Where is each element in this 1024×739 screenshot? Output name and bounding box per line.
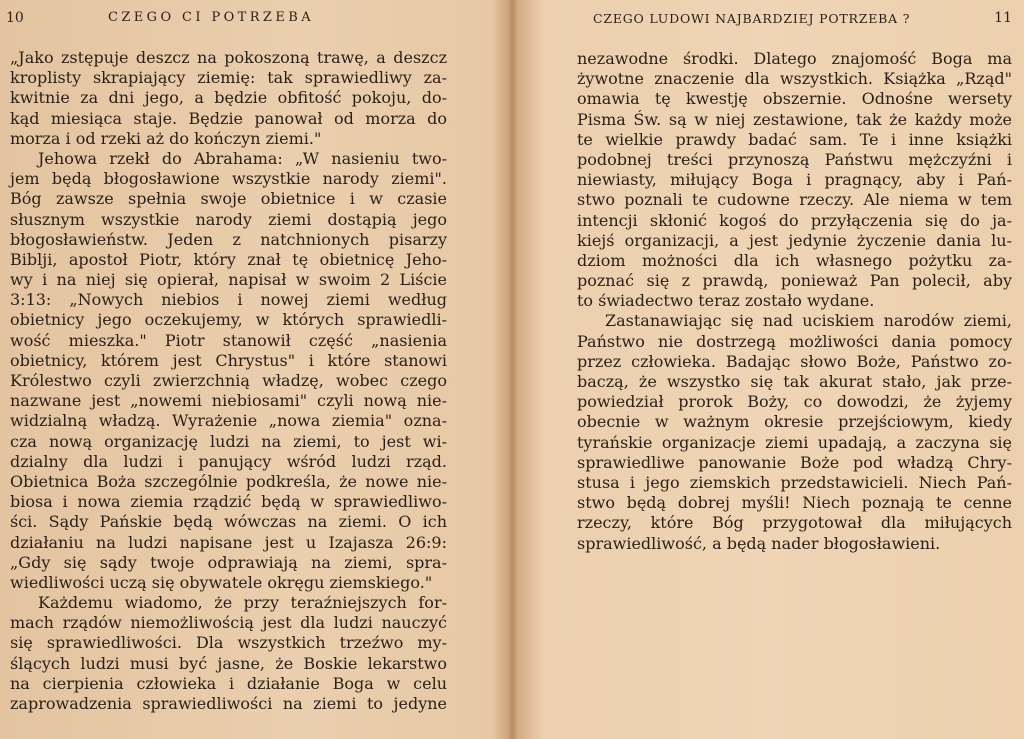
left-page xyxy=(0,0,500,739)
text-line: obietnicy jego oczekujemy, w których sprawiedli- xyxy=(10,310,447,330)
right-page-header xyxy=(520,10,1024,30)
text-line: przez człowieka. Badając słowo Boże, Państwo zo- xyxy=(577,351,1012,371)
text-line: stwo będą dobrej myśli! Niech poznają te cenne xyxy=(577,493,1012,513)
text-line: jem będą błogosławione wszystkie narody ziemi". xyxy=(10,169,447,189)
text-line: sprawiedliwe panowanie Boże pod władzą Chry- xyxy=(577,452,1012,472)
text-line: kroplisty skrapiający ziemię: tak sprawiedliwy za- xyxy=(10,68,447,88)
text-line: te wielkie prawdy badać sam. Te i inne książki xyxy=(577,129,1012,149)
text-line: kwitnie za dni jego, a będzie obfitość pokoju, do- xyxy=(10,88,447,108)
text-line: stwo poznali te cudowne rzeczy. Ale niema w tem xyxy=(577,190,1012,210)
text-line: Obietnica Boża szczególnie podkreśla, że nowe nie- xyxy=(10,471,447,491)
text-line: wość mieszka." Piotr stanowił część „nasienia xyxy=(10,330,447,350)
left-page-text xyxy=(0,48,500,714)
text-line: się sprawiedliwości. Dla wszystkich trzeźwo my- xyxy=(10,633,447,653)
text-line: stusa i jego ziemskich przedstawicieli. Niech Pań- xyxy=(577,472,1012,492)
text-line: sprawiedliwość, a będą nader błogosławieni. xyxy=(577,533,941,553)
text-line: obecnie w ważnym okresie przejściowym, kiedy xyxy=(577,412,1012,432)
text-line: kiejś organizacji, a jest jedynie życzenie dania lu- xyxy=(577,230,1012,250)
text-line: Pisma Św. są w niej zestawione, tak że każdy może xyxy=(577,109,1012,129)
text-line: cza nową organizację ludzi na ziemi, to jest wi- xyxy=(10,431,447,451)
text-line: zaprowadzenia sprawiedliwości na ziemi to jedyne xyxy=(10,694,447,713)
left-page-header xyxy=(0,10,500,30)
text-line: dziom możności dla ich własnego pożytku za- xyxy=(577,250,1012,270)
text-line: „Jako zstępuje deszcz na pokoszoną trawę, a deszcz xyxy=(10,48,447,67)
right-page-text xyxy=(520,49,1024,554)
text-line: biosa i nowa ziemia rządzić będą w sprawiedliwo- xyxy=(10,492,447,512)
text-line: żywotne znaczenie dla wszystkich. Książka „Rząd" xyxy=(577,69,1012,89)
right-page xyxy=(520,0,1024,739)
text-line: Bóg zawsze spełnia swoje obietnice i w czasie xyxy=(10,189,447,209)
text-line: morza i od rzeki aż do kończyn ziemi." xyxy=(10,128,322,148)
running-head: CZEGO LUDOWI NAJBARDZIEJ POTRZEBA ? xyxy=(593,11,911,26)
text-line: na cierpienia człowieka i działanie Boga w celu xyxy=(10,673,447,693)
text-line: rzeczy, które Bóg przygotował dla miłujących xyxy=(577,513,1012,533)
text-line: niewiasty, miłujący Boga i pragnący, aby i Pań- xyxy=(577,170,1012,190)
text-line: podobnej treści przynoszą Państwu mężczyźni i xyxy=(577,149,1012,169)
text-line: obietnicy, którem jest Chrystus" i które stanowi xyxy=(10,350,447,370)
text-line: Biblji, apostoł Piotr, który znał tę obietnicę Jeho- xyxy=(10,249,447,269)
text-line: nezawodne środki. Dlatego znajomość Boga ma xyxy=(577,49,1012,68)
page-number: 11 xyxy=(994,10,1012,26)
text-line: nazwane jest „nowemi niebiosami" czyli nową nie- xyxy=(10,391,447,411)
text-line: Zastanawiając się nad uciskiem narodów ziemi, xyxy=(605,311,1012,331)
text-line: mach rządów niemożliwością jest dla ludzi nauczyć xyxy=(10,613,447,633)
text-line: tyrańskie organizacje ziemi upadają, a zaczyna się xyxy=(577,432,1012,452)
running-head: CZEGO CI POTRZEBA xyxy=(108,10,314,25)
text-line: 3:13: „Nowych niebios i nowej ziemi według xyxy=(10,290,447,310)
text-line: powiedział prorok Boży, co dowodzi, że żyjemy xyxy=(577,392,1012,412)
text-line: widzialną władzą. Wyrażenie „nowa ziemia" ozna- xyxy=(10,411,447,431)
text-line: „Gdy się sądy twoje odprawiają na ziemi, spra- xyxy=(10,552,447,572)
text-line: baczą, że wszystko się tak akurat stało, jak prze- xyxy=(577,372,1012,391)
text-line: Królestwo czyli zwierzchnią władzę, wobec czego xyxy=(10,371,447,390)
text-line: poznać się z prawdą, ponieważ Pan polecił, aby xyxy=(577,271,1012,291)
text-line: ślących ludzi musi być jasne, że Boskie lekarstwo xyxy=(10,653,447,673)
text-line: słusznym wszystkie narody ziemi dostąpią jego xyxy=(10,209,447,229)
text-line: dzialny dla ludzi i panujący wśród ludzi rząd. xyxy=(10,451,447,471)
text-line: omawia tę kwestję obszernie. Odnośne wersety xyxy=(577,89,1012,109)
text-line: działaniu na ludzi napisane jest u Izajasza 26:9: xyxy=(10,532,447,552)
text-line: kąd miesiąca staje. Będzie panował od morza do xyxy=(10,108,447,128)
text-line: Państwo nie dostrzegą możliwości dania pomocy xyxy=(577,331,1012,351)
text-line: intencji skłonić kogoś do przyłączenia się do ja- xyxy=(577,210,1012,230)
text-line: ści. Sądy Pańskie będą wówczas na ziemi. O ich xyxy=(10,512,447,532)
text-line: Jehowa rzekł do Abrahama: „W nasieniu two- xyxy=(38,148,447,168)
text-line: wy i na niej się opierał, napisał w swoim 2 Liście xyxy=(10,270,447,290)
text-line: to świadectwo teraz zostało wydane. xyxy=(577,291,875,311)
text-line: Każdemu wiadomo, że przy teraźniejszych for- xyxy=(38,593,447,613)
text-line: wiedliwości uczą się obywatele okręgu ziemskiego." xyxy=(10,572,433,592)
text-line: błogosławieństw. Jeden z natchnionych pisarzy xyxy=(10,229,447,249)
page-number: 10 xyxy=(6,10,24,26)
